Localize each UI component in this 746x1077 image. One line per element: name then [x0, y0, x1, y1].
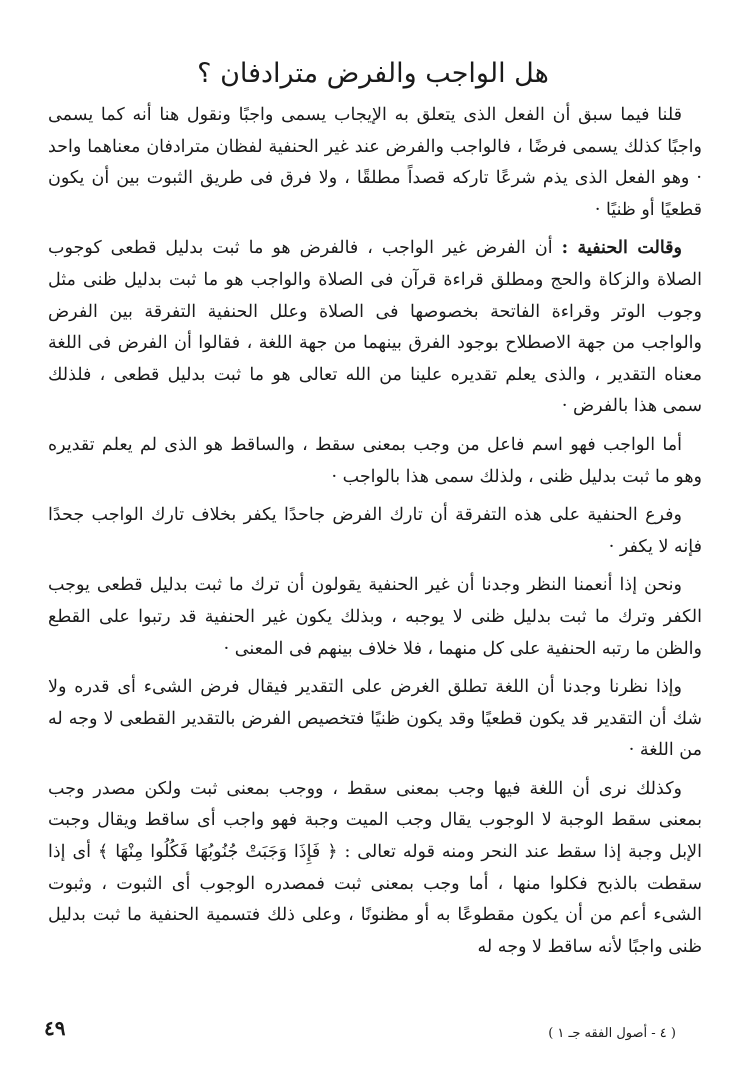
paragraph-7: وكذلك نرى أن اللغة فيها وجب بمعنى سقط ، ووجب بمعنى ثبت ولكن مصدر وجب بمعنى سقط الوجبة لا الوجوب يقال وجب الميت وجبة فهو واجب أى ساقط ويقال وجبت الإبل وجبة إذا سقط عند النحر ومنه قوله تعالى : ﴿ فَإِذَا وَجَبَتْ جُنُوبُهَا فَكُلُوا مِنْهَا ﴾ أى إذا سقطت بالذبح فكلوا منها ، أما وجب بمعنى ثبت فمصدره الوجوب أى الثبوت ، وثبوت الشىء أعم من أن يكون مقطوعًا به أو مظنونًا ، وعلى ذلك فتسمية الحنفية ما ثبت بدليل ظنى واجبًا لأنه ساقط لا وجه له: [48, 778, 702, 957]
paragraph-1: قلنا فيما سبق أن الفعل الذى يتعلق به الإيجاب يسمى واجبًا ونقول هنا أنه كما يسمى واجبًا كذلك يسمى فرضًا ، فالواجب والفرض عند غير الحنفية لفظان مترادفان معناهما واحد · وهو الفعل الذى يذم شرعًا تاركه قصداً مطلقًا ، ولا فرق فى طريق الثبوت بين أن يكون قطعيًا أو ظنيًا ·: [48, 105, 702, 220]
page-number: ٤٩: [44, 1016, 66, 1040]
paragraph-3: أما الواجب فهو اسم فاعل من وجب بمعنى سقط ، والساقط هو الذى لم يعلم تقديره وهو ما ثبت بدليل ظنى ، ولذلك سمى هذا بالواجب ·: [48, 434, 702, 487]
page-title: هل الواجب والفرض مترادفان ؟: [197, 58, 549, 89]
paragraph-4: وفرع الحنفية على هذه التفرقة أن تارك الفرض جاحدًا يكفر بخلاف تارك الواجب جحدًا فإنه لا يكفر ·: [48, 505, 702, 557]
paragraph-lead: وقالت الحنفية :: [561, 238, 682, 259]
paragraph-6: وإذا نظرنا وجدنا أن اللغة تطلق الغرض على التقدير فيقال فرض الشىء أى قدره ولا شك أن التقدير قد يكون قطعيًا وقد يكون ظنيًا فتخصيص الفرض بالتقدير القطعى لا وجه له من اللغة ·: [48, 677, 702, 761]
paragraph-2: وقالت الحنفية : أن الفرض غير الواجب ، فالفرض هو ما ثبت بدليل قطعى كوجوب الصلاة والزكاة والحج ومطلق قراءة قرآن فى الصلاة والواجب هو ما ثبت بدليل ظنى مثل وجوب الوتر وقراءة الفاتحة بخصوصها فى الصلاة وعلل الحنفية التفرقة بين الفرض والواجب من جهة الاصطلاح بوجود الفرق بينهما من جهة اللغة ، فقالوا أن الفرض فى اللغة معناه التقدير ، والذى يعلم تقديره علينا من الله تعالى هو ما ثبت بدليل قطعى ، فلذلك سمى هذا بالفرض ·: [48, 238, 702, 417]
body-text: [48, 100, 702, 970]
paragraph-5: ونحن إذا أنعمنا النظر وجدنا أن غير الحنفية يقولون أن ترك ما ثبت بدليل قطعى يوجب الكفر وترك ما ثبت بدليل ظنى لا يوجبه ، وبذلك يكون غير الحنفية قد رتبوا على القطع والظن ما رتبه الحنفية على كل منهما ، فلا خلاف بينهم فى المعنى ·: [48, 575, 702, 659]
footer-reference: ( ٤ - أصول الفقه جـ ١ ): [548, 1026, 676, 1041]
